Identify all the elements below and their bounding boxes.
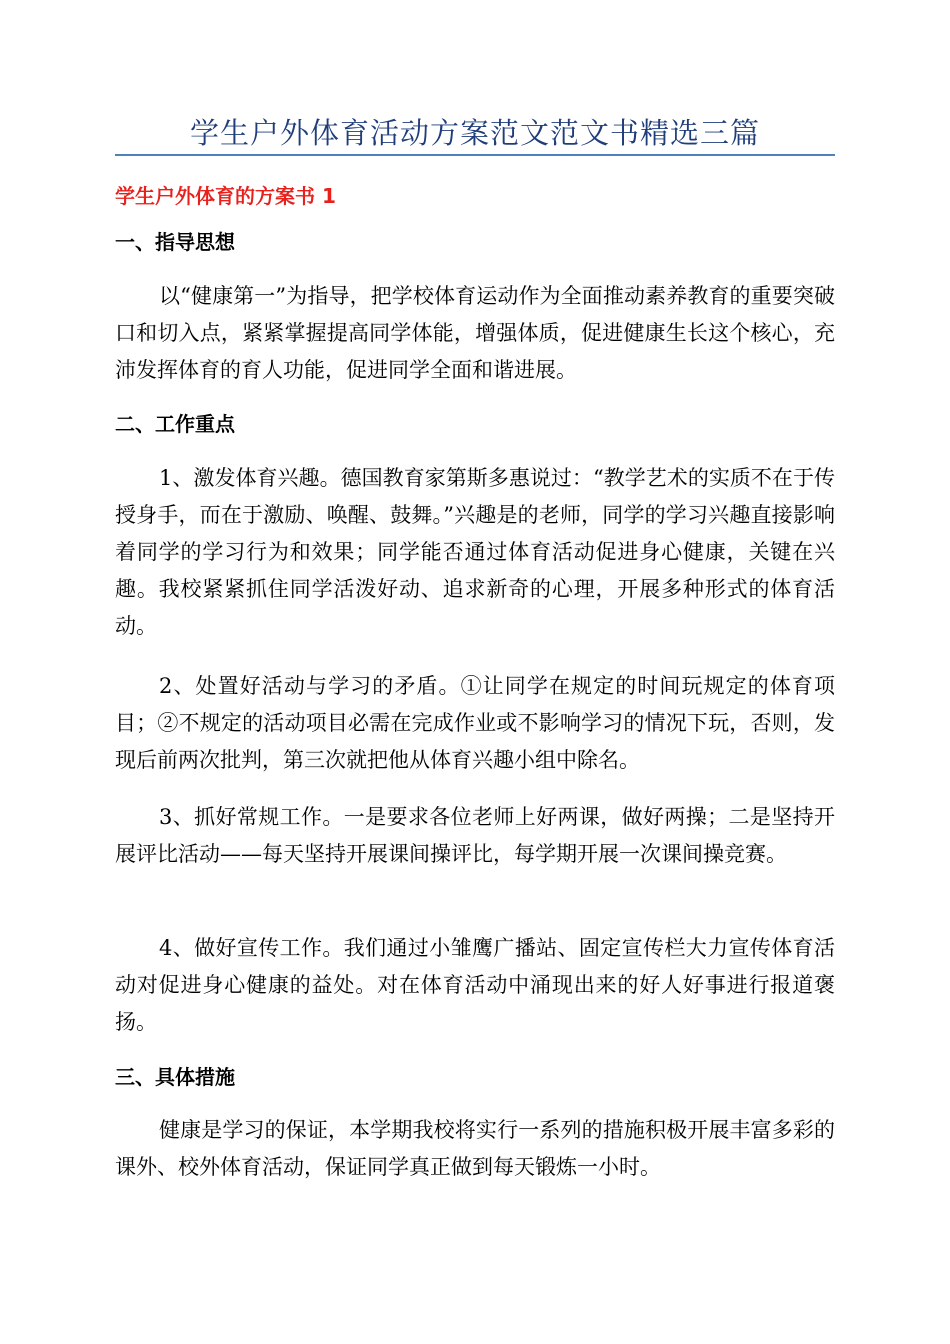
paragraph: 4、做好宣传工作。我们通过小雏鹰广播站、固定宣传栏大力宣传体育活动对促进身心健康的益处。对在体育活动中涌现出来的好人好事进行报道褒扬。 <box>115 936 835 1034</box>
document-subtitle: 学生户外体育的方案书 1 <box>115 184 336 208</box>
paragraph: 1、激发体育兴趣。德国教育家第斯多惠说过：“教学艺术的实质不在于传授身手，而在于激励、唤醒、鼓舞。”兴趣是的老师，同学的学习兴趣直接影响着同学的学习行为和效果；同学能否通过体育活动促进身心健康，关键在兴趣。我校紧紧抓住同学活泼好动、追求新奇的心理，开展多种形式的体育活动。 <box>115 466 835 638</box>
paragraph: 3、抓好常规工作。一是要求各位老师上好两课，做好两操；二是坚持开展评比活动——每天坚持开展课间操评比，每学期开展一次课间操竞赛。 <box>115 805 835 866</box>
section-heading-work-focus: 二、工作重点 <box>115 412 235 436</box>
document-title: 学生户外体育活动方案范文范文书精选三篇 <box>189 116 760 150</box>
section-heading-guiding-ideology: 一、指导思想 <box>115 230 235 254</box>
title-underline <box>115 154 835 156</box>
paragraph: 健康是学习的保证，本学期我校将实行一系列的措施积极开展丰富多彩的课外、校外体育活动，保证同学真正做到每天锻炼一小时。 <box>115 1118 835 1179</box>
paragraph: 以“健康第一”为指导，把学校体育运动作为全面推动素养教育的重要突破口和切入点，紧紧掌握提高同学体能，增强体质，促进健康生长这个核心，充沛发挥体育的育人功能，促进同学全面和谐进展。 <box>115 284 835 382</box>
section-heading-specific-measures: 三、具体措施 <box>115 1065 235 1089</box>
paragraph: 2、处置好活动与学习的矛盾。①让同学在规定的时间玩规定的体育项目；②不规定的活动项目必需在完成作业或不影响学习的情况下玩，否则，发现后前两次批判，第三次就把他从体育兴趣小组中除名。 <box>115 674 835 772</box>
